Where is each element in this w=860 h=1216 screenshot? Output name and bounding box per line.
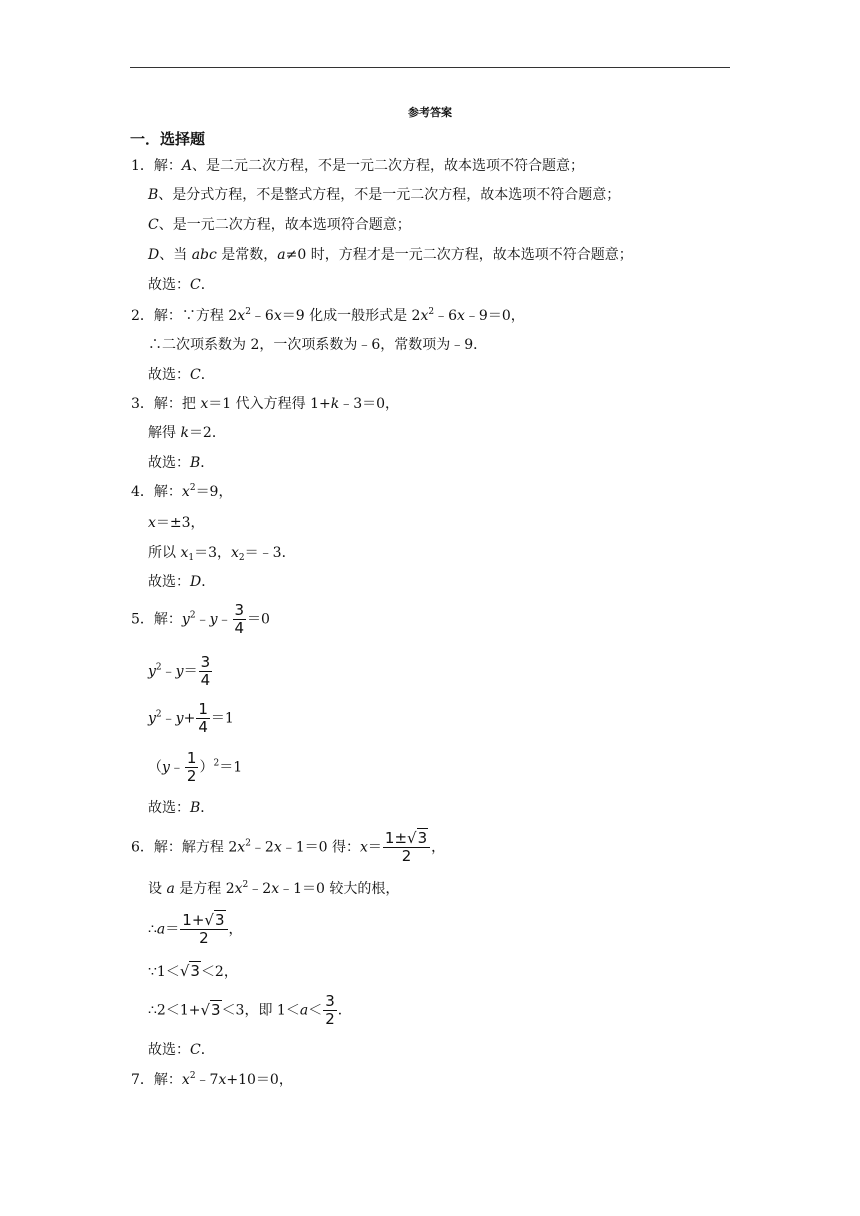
q7-text: ﹣7	[195, 1072, 219, 1088]
q6-text: ＜	[308, 1002, 323, 1019]
q5-text: （	[148, 759, 162, 776]
denominator: 2	[199, 929, 209, 947]
q5-number: 5．	[131, 611, 154, 628]
q2-answer	[148, 366, 215, 384]
q7-text: 解：	[153, 1072, 182, 1088]
exponent: 2	[245, 307, 251, 317]
radicand: 3	[190, 962, 200, 980]
q3-text: ＝2．	[188, 425, 226, 441]
answer-label: 故选：	[148, 574, 190, 590]
q3-text: ＝1 代入方程得 1+	[208, 396, 331, 412]
q5-text: ＝1	[219, 759, 243, 776]
q2-number: 2．	[131, 308, 154, 324]
answer-end: ．	[200, 455, 215, 471]
q6-line-5	[148, 993, 352, 1028]
fraction	[180, 912, 227, 947]
exponent: 2	[245, 838, 251, 849]
radicand: 3	[211, 1000, 221, 1019]
q5-text: ﹣	[195, 611, 210, 628]
q1-text: 、当	[159, 247, 192, 263]
q6-text: ∴2＜1+	[148, 1002, 201, 1019]
var: x	[218, 1072, 227, 1088]
answer-label: 故选：	[148, 277, 190, 293]
q5-text: ﹣	[161, 663, 176, 680]
var: x	[148, 515, 156, 531]
q4-text: ＝±3，	[155, 515, 205, 531]
var: k	[180, 425, 189, 441]
exponent: 2	[428, 307, 435, 317]
q6-text: ＝	[165, 921, 180, 938]
q6-text: ﹣2	[248, 881, 272, 897]
var: x	[273, 308, 282, 324]
q3-answer	[148, 454, 214, 472]
answer-end: ．	[200, 277, 215, 293]
denominator: 2	[401, 847, 412, 865]
q2-text: 解：∵方程 2	[153, 308, 238, 324]
q4-number: 4．	[131, 484, 154, 500]
q6-text: 是方程 2	[174, 881, 235, 897]
var: x	[200, 396, 209, 412]
q3-number: 3．	[131, 396, 154, 412]
section-heading: 一．选择题	[130, 130, 206, 148]
var: x	[273, 839, 282, 856]
q1-text: 是常数，	[216, 247, 278, 263]
fraction	[233, 602, 247, 637]
q4-text: 所以	[148, 545, 181, 561]
answer-label: 故选：	[148, 1042, 190, 1058]
sqrt: √3	[179, 962, 200, 980]
q5-text: ﹣	[169, 759, 184, 776]
fraction	[196, 701, 210, 736]
q1-line-4	[148, 246, 633, 264]
numerator: 3	[200, 653, 211, 671]
answer-value: D	[190, 574, 202, 590]
numerator-text: 1±	[384, 829, 408, 847]
answer-value: C	[190, 367, 201, 383]
var: y	[181, 611, 190, 628]
q7-text: +10＝0，	[226, 1072, 293, 1088]
q6-text: ，	[431, 839, 446, 856]
q6-text: 设	[148, 881, 167, 897]
q5-text: ﹣	[161, 710, 176, 727]
q5-line-4	[148, 750, 242, 785]
numerator: 1	[186, 749, 197, 767]
denominator: 4	[234, 619, 245, 637]
numerator	[180, 912, 227, 930]
exponent: 2	[189, 1071, 196, 1081]
q5-text: +	[183, 710, 196, 727]
q1-line-3	[148, 216, 411, 234]
sqrt: √3	[200, 1000, 221, 1019]
var: x	[231, 545, 239, 561]
header-rule	[130, 67, 730, 68]
answer-label: 故选：	[148, 367, 190, 383]
subscript: 1	[188, 553, 195, 563]
q6-text: ，	[228, 921, 243, 938]
var: y	[148, 710, 156, 727]
q2-text: ﹣6	[434, 308, 458, 324]
q3-line-1	[131, 395, 399, 413]
q7-line-1	[131, 1071, 293, 1089]
denominator: 2	[325, 1010, 335, 1028]
exponent: 2	[155, 709, 162, 720]
q1-text: 解：	[153, 158, 182, 174]
q6-line-1	[131, 830, 445, 865]
q4-answer	[148, 573, 215, 591]
option-b: B	[148, 187, 159, 203]
page-title: 参考答案	[408, 106, 452, 119]
q6-text: ＜3，即 1＜	[221, 1002, 300, 1019]
fraction	[323, 993, 337, 1028]
q4-text: ＝9，	[195, 484, 233, 500]
var: y	[148, 663, 156, 680]
q5-text: ＝1	[210, 710, 234, 727]
q2-text: ＝9 化成一般形式是 2	[281, 308, 421, 324]
fraction	[199, 654, 213, 689]
q4-line-3	[148, 544, 296, 562]
q6-text: ﹣1＝0 较大的根，	[279, 881, 400, 897]
q7-number: 7．	[131, 1072, 154, 1088]
sqrt: √3	[204, 911, 225, 929]
q5-text: ＝	[183, 663, 198, 680]
exponent: 2	[189, 610, 196, 621]
q6-text: ＝	[367, 839, 382, 856]
var: a	[156, 921, 166, 938]
q3-text: ﹣3＝0，	[339, 396, 400, 412]
q6-text: ∴	[148, 921, 157, 938]
var: x	[420, 308, 429, 324]
radicand: 3	[214, 911, 225, 929]
q2-text: ﹣6	[250, 308, 274, 324]
var: x	[180, 545, 189, 561]
fraction	[383, 830, 430, 865]
q4-text: ＝﹣3．	[244, 545, 296, 561]
q6-text: ∵1＜	[148, 964, 180, 980]
q6-text: ﹣1＝0 得：	[281, 839, 361, 856]
q6-line-3	[148, 912, 243, 947]
denominator: 4	[200, 671, 211, 689]
denominator: 4	[198, 718, 208, 736]
var: x	[457, 308, 465, 324]
q4-line-2	[148, 514, 205, 532]
q4-line-1	[131, 483, 232, 501]
q6-text: 解：解方程 2	[153, 839, 238, 856]
exponent: 2	[213, 758, 220, 769]
exponent: 2	[155, 662, 162, 673]
answer-end: ．	[200, 1042, 215, 1058]
exponent: 2	[242, 880, 249, 890]
q5-text: ）	[199, 759, 214, 776]
answer-end: ．	[200, 367, 215, 383]
answer-value: B	[190, 455, 201, 471]
q5-line-3	[148, 701, 234, 736]
var: y	[175, 663, 184, 680]
option-c: C	[148, 217, 159, 233]
q4-text: ＝3，	[194, 545, 232, 561]
q5-answer	[148, 799, 214, 817]
var: k	[330, 396, 340, 412]
var: y	[162, 759, 170, 776]
numerator	[383, 830, 430, 848]
answer-value: B	[190, 800, 201, 816]
numerator: 1	[198, 700, 208, 718]
q6-line-4	[148, 962, 238, 981]
var: x	[181, 1072, 190, 1088]
q6-number: 6．	[131, 839, 154, 856]
var: x	[237, 308, 246, 324]
q6-text: ﹣2	[250, 839, 274, 856]
answer-label: 故选：	[148, 800, 190, 816]
answer-end: ．	[200, 800, 215, 816]
numerator: 3	[325, 992, 335, 1010]
q2-line-1	[131, 307, 525, 325]
var: a	[166, 881, 175, 897]
q5-line-2	[148, 654, 213, 689]
q2-text: ﹣9＝0，	[464, 308, 525, 324]
q5-text: 解：	[153, 611, 182, 628]
var: x	[181, 484, 190, 500]
answer-label: 故选：	[148, 455, 190, 471]
var: x	[360, 839, 368, 856]
var: a	[299, 1002, 309, 1019]
q5-text: ＝0	[247, 611, 270, 628]
fraction	[185, 750, 199, 785]
q6-line-2	[148, 880, 399, 898]
option-d: D	[148, 247, 160, 263]
subscript: 2	[238, 553, 245, 563]
radicand: 3	[417, 829, 428, 847]
q1-line-2	[148, 186, 620, 204]
option-a: A	[181, 158, 193, 174]
sqrt: √3	[407, 829, 428, 847]
q3-text: 解得	[148, 425, 181, 441]
q5-text: ﹣	[217, 611, 232, 628]
q6-text: ＜2，	[200, 964, 238, 980]
numerator-text: 1+	[182, 911, 205, 929]
var: abc	[191, 247, 217, 263]
q6-answer	[148, 1041, 215, 1059]
var: a	[277, 247, 286, 263]
q2-line-2: ∴二次项系数为 2，一次项系数为﹣6，常数项为﹣9．	[148, 337, 488, 353]
q1-line-1	[131, 157, 584, 175]
q4-text: 解：	[153, 484, 182, 500]
q1-text: 、是二元二次方程，不是一元二次方程，故本选项不符合题意；	[192, 158, 585, 174]
answer-value: C	[190, 1042, 201, 1058]
var: x	[237, 839, 246, 856]
q1-text: 、是一元二次方程，故本选项符合题意；	[158, 217, 411, 233]
q5-line-1	[131, 602, 270, 637]
var: y	[209, 611, 218, 628]
var: x	[234, 881, 243, 897]
var: y	[175, 710, 184, 727]
q3-text: 解：把	[153, 396, 201, 412]
var: x	[271, 881, 280, 897]
q1-answer	[148, 276, 215, 294]
exponent: 2	[189, 483, 196, 493]
q3-line-2	[148, 424, 226, 442]
q1-text: 、是分式方程，不是整式方程，不是一元二次方程，故本选项不符合题意；	[158, 187, 621, 203]
q1-text: ≠0 时，方程才是一元二次方程，故本选项不符合题意；	[285, 247, 633, 263]
answer-end: ．	[201, 574, 216, 590]
numerator: 3	[234, 601, 245, 619]
denominator: 2	[186, 767, 197, 785]
q6-text: ．	[337, 1002, 352, 1019]
answer-value: C	[190, 277, 201, 293]
q1-number: 1．	[131, 158, 154, 174]
